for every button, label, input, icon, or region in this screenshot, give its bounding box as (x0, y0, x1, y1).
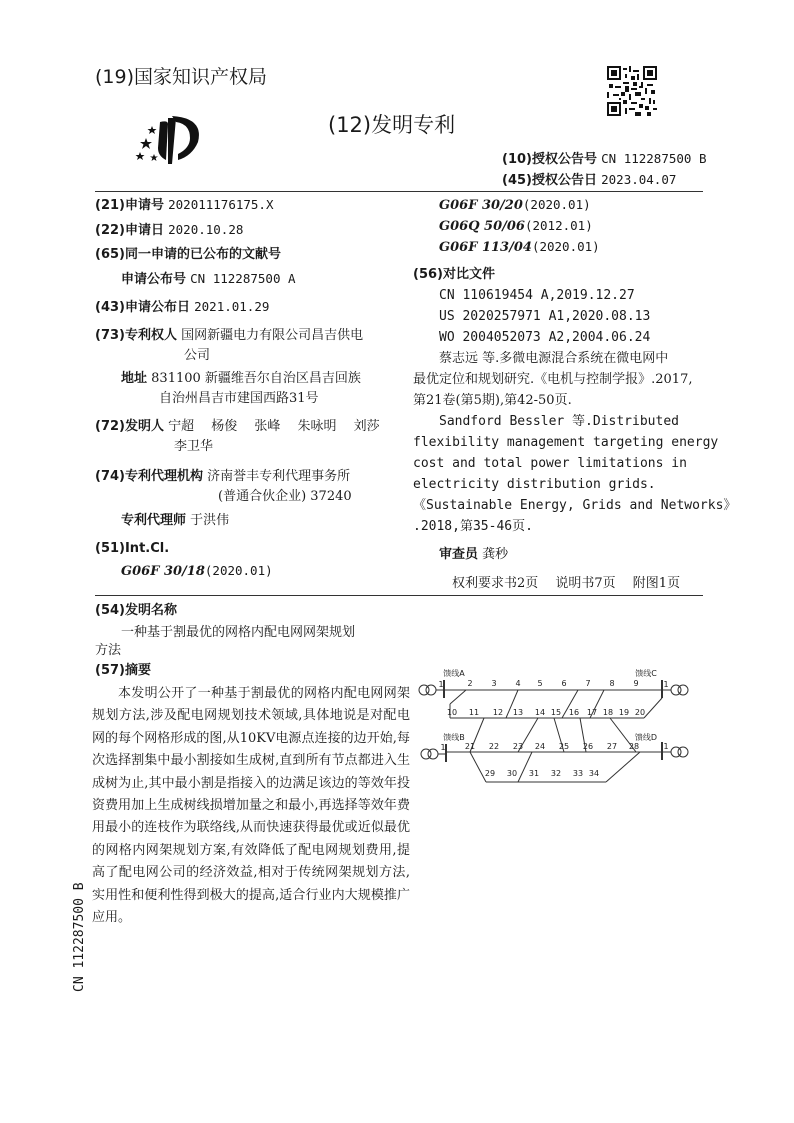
node-label: 29 (484, 769, 496, 778)
patent-holder-line2: 公司 (184, 348, 211, 363)
reference-line: electricity distribution grids. (413, 477, 656, 492)
node-label: 19 (618, 708, 630, 717)
node-label: 12 (492, 708, 504, 717)
node-label: 7 (585, 679, 591, 688)
invention-title: 一种基于割最优的网格内配电网网架规划 (121, 625, 356, 640)
patent-holder-value: 国网新疆电力有限公司昌吉供电 (181, 328, 364, 343)
office-name: (19)国家知识产权局 (95, 66, 268, 88)
application-number-label: (21)申请号 (95, 198, 164, 213)
intcl-code (121, 562, 273, 581)
node-label: 18 (602, 708, 614, 717)
reference-line: Sandford Bessler 等.Distributed (439, 414, 679, 429)
application-date-label: (22)申请日 (95, 223, 164, 238)
abstract-label: (57)摘要 (95, 663, 151, 678)
application-date (95, 221, 243, 240)
feeder-label: 馈线A (443, 669, 465, 678)
node-label: 10 (446, 708, 458, 717)
address (121, 370, 361, 388)
node-label: 20 (634, 708, 646, 717)
node-label: 27 (606, 742, 618, 751)
reference-line: flexibility management targeting energy (413, 435, 719, 450)
node-label: 5 (537, 679, 543, 688)
header-rule (95, 191, 703, 192)
intcl-code-value: G06F 30/18 (121, 564, 205, 579)
cited-documents-label: (56)对比文件 (413, 267, 495, 282)
cited-document: CN 110619454 A,2019.12.27 (439, 288, 635, 303)
node-label: 24 (534, 742, 546, 751)
inventors-line2: 李卫华 (174, 439, 214, 454)
node-label: 22 (488, 742, 500, 751)
node-label: 25 (558, 742, 570, 751)
inventors-label: (72)发明人 (95, 419, 164, 434)
patent-agent-value: 于洪伟 (190, 513, 230, 528)
node-label: 15 (550, 708, 562, 717)
node-label: 3 (491, 679, 497, 688)
address-value: 831100 新疆维吾尔自治区昌吉回族 (151, 371, 361, 386)
reference-line: cost and total power limitations in (413, 456, 687, 471)
cited-document: WO 2004052073 A2,2004.06.24 (439, 330, 651, 345)
node-label: 30 (506, 769, 518, 778)
cnipa-logo (132, 108, 214, 170)
reference-line: 第21卷(第5期),第42-50页. (413, 393, 572, 408)
feeder-label: 馈线D (634, 733, 658, 742)
ipc-year: (2020.01) (522, 197, 591, 212)
ipc-code: G06Q 50/06 (439, 219, 525, 234)
ipc-year: (2012.01) (524, 218, 593, 233)
feeder-label: 馈线C (635, 669, 657, 678)
node-label: 11 (468, 708, 480, 717)
qr-code (607, 66, 657, 116)
address-label: 地址 (121, 371, 148, 386)
ipc-code-3 (439, 238, 600, 257)
publication-date-label: (43)申请公布日 (95, 300, 190, 315)
node-label: 33 (572, 769, 584, 778)
abstract-text: 本发明公开了一种基于割最优的网格内配电网网架规划方法,涉及配电网规划技术领域,具体地说是对配电网的每个网格形成的图,从10KV电源点连接的边开始,每次选择割集中最小割接如生成树,直到所有节点都进入生成树为止,其中最小割是指接入的边满足该边的等效年投资费用加上生成树线损增加量之和最小,再选择等效年费用最小的连枝作为联络线,从而快速获得最优或近似最优的网格内网架规划方案,有效降低了配电网规划费用,提高了配电网公司的经济效益,相对于传统网架规划方法,实用性和便利性得到极大的提高,适合行业内大规模推广应用。 (92, 686, 410, 926)
node-label: 9 (633, 679, 639, 688)
publication-number (121, 270, 296, 289)
node-label: 17 (586, 708, 598, 717)
node-label: 14 (534, 708, 546, 717)
inventors-value: 宁超 杨俊 张峰 朱咏明 刘莎 (168, 419, 380, 434)
grant-number-label: (10)授权公告号 (502, 152, 597, 167)
network-diagram (414, 664, 694, 794)
examiner-label: 审查员 (439, 547, 479, 562)
node-label: 16 (568, 708, 580, 717)
reference-line: 《Sustainable Energy, Grids and Networks》 (413, 498, 737, 513)
title-label: (54)发明名称 (95, 603, 177, 618)
application-number-value: 202011176175.X (168, 197, 274, 212)
source-node: 1 (438, 680, 444, 689)
patent-agent (121, 512, 229, 530)
reference-line: 最优定位和规划研究.《电机与控制学报》.2017, (413, 372, 693, 387)
examiner (439, 546, 508, 564)
reference-line: .2018,第35-46页. (413, 519, 533, 534)
section-rule (95, 595, 703, 596)
agency-line2: (普通合伙企业) 37240 (218, 489, 352, 504)
application-number (95, 196, 273, 215)
publication-date-value: 2021.01.29 (194, 299, 270, 314)
grant-number (502, 150, 706, 169)
grant-date (502, 171, 676, 190)
publication-number-label: 申请公布号 (121, 272, 187, 287)
document-type: (12)发明专利 (328, 113, 456, 137)
invention-title-line2: 方法 (95, 643, 122, 658)
node-label: 28 (628, 742, 640, 751)
ipc-year: (2020.01) (531, 239, 600, 254)
address-line2: 自治州昌吉市建国西路31号 (159, 391, 319, 406)
reference-line: 蔡志远 等.多微电源混合系统在微电网中 (439, 351, 669, 366)
grant-number-value: CN 112287500 B (601, 151, 707, 166)
ipc-code-1 (439, 196, 591, 215)
side-publication-number: CN 112287500 B (72, 882, 87, 992)
intcl-code-year: (2020.01) (204, 563, 273, 578)
source-node: 1 (663, 680, 669, 689)
application-date-value: 2020.10.28 (168, 222, 244, 237)
grant-date-label: (45)授权公告日 (502, 173, 597, 188)
node-label: 31 (528, 769, 540, 778)
grant-date-value: 2023.04.07 (601, 172, 677, 187)
node-label: 32 (550, 769, 562, 778)
agency-label: (74)专利代理机构 (95, 469, 203, 484)
node-label: 23 (512, 742, 524, 751)
publication-date (95, 298, 269, 317)
ipc-code-2 (439, 217, 593, 236)
agency (95, 468, 350, 486)
node-label: 2 (467, 679, 473, 688)
node-label: 8 (609, 679, 615, 688)
node-label: 34 (588, 769, 600, 778)
patent-holder-label: (73)专利权人 (95, 328, 177, 343)
node-label: 13 (512, 708, 524, 717)
source-node: 1 (440, 743, 446, 752)
ipc-code: G06F 30/20 (439, 198, 523, 213)
inventors (95, 418, 380, 436)
publication-number-value: CN 112287500 A (190, 271, 296, 286)
prior-publication-label: (65)同一申请的已公布的文献号 (95, 247, 281, 262)
node-label: 26 (582, 742, 594, 751)
node-label: 21 (464, 742, 476, 751)
agency-value: 济南誉丰专利代理事务所 (207, 469, 351, 484)
ipc-code: G06F 113/04 (439, 240, 532, 255)
cited-document: US 2020257971 A1,2020.08.13 (439, 309, 651, 324)
examiner-value: 龚秒 (482, 547, 509, 562)
source-node: 1 (663, 742, 669, 751)
feeder-label: 馈线B (443, 733, 465, 742)
intcl-label: (51)Int.Cl. (95, 541, 170, 556)
node-label: 6 (561, 679, 567, 688)
page-counts: 权利要求书2页 说明书7页 附图1页 (452, 576, 681, 591)
node-label: 4 (515, 679, 521, 688)
patent-holder (95, 327, 363, 345)
patent-agent-label: 专利代理师 (121, 513, 187, 528)
